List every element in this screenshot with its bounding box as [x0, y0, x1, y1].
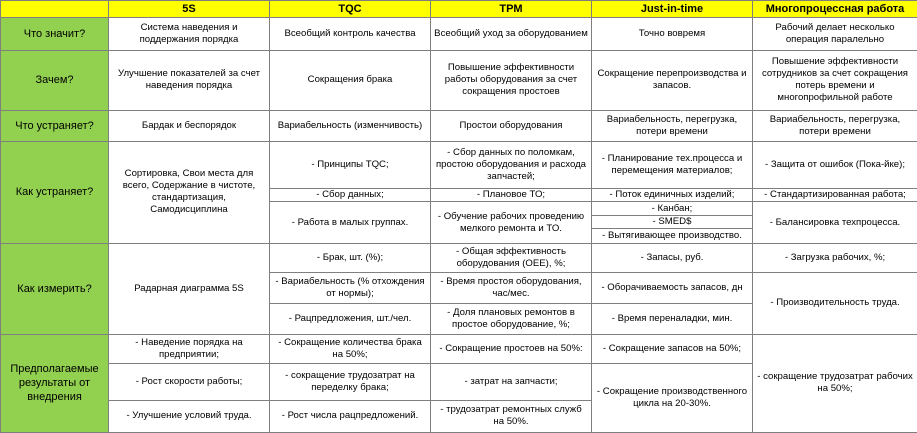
cell-multiprocess-item: - Защита от ошибок (Пока-йке);: [753, 141, 917, 189]
row-how-measure: [1, 243, 917, 272]
cell-jit-item: - Вытягивающее производство.: [592, 229, 753, 243]
row-how-eliminates: [1, 141, 917, 189]
cell-tqc-item: - Рацпредложения, шт./чел.: [270, 303, 431, 334]
cell-jit-item: - Планирование тех.процесса и перемещения материалов;: [592, 141, 753, 189]
cell-tqc-item: - Сбор данных;: [270, 189, 431, 202]
cell-tpm-item: - Плановое ТО;: [431, 189, 592, 202]
cell-tqc: Вариабельность (изменчивость): [270, 110, 431, 141]
cell-tqc-item: - Сокращение количества брака на 50%;: [270, 334, 431, 363]
row-why: [1, 50, 917, 110]
row-label: Что значит?: [1, 17, 109, 50]
cell-multiprocess: Вариабельность, перегрузка, потери времени: [753, 110, 917, 141]
cell-5s: Улучшение показателей за счет наведения порядка: [109, 50, 270, 110]
header-5s: 5S: [109, 1, 270, 18]
cell-5s: Сортировка, Свои места для всего, Содержание в чистоте, стандартизация, Самодисциплина: [109, 141, 270, 243]
cell-jit-item: - SMED$: [592, 215, 753, 228]
row-label: Как измерить?: [1, 243, 109, 334]
cell-tpm-item: - Сокращение простоев на 50%:: [431, 334, 592, 363]
cell-jit-item: - Время переналадки, мин.: [592, 303, 753, 334]
cell-tqc-item: - Брак, шт. (%);: [270, 243, 431, 272]
cell-multiprocess: Рабочий делает несколько операция паралельно: [753, 17, 917, 50]
cell-jit-item: - Сокращение производственного цикла на 20-30%.: [592, 363, 753, 432]
cell-multiprocess-item: - Стандартизированная работа;: [753, 189, 917, 202]
header-corner: [1, 1, 109, 18]
cell-multiprocess-item: - Производительность труда.: [753, 272, 917, 334]
cell-jit-item: - Запасы, руб.: [592, 243, 753, 272]
cell-5s-item: - Улучшение условий труда.: [109, 400, 270, 432]
cell-tqc-item: - Принципы TQC;: [270, 141, 431, 189]
cell-tqc-item: - Рост числа рацпредложений.: [270, 400, 431, 432]
row-what-means: [1, 17, 917, 50]
cell-multiprocess: Повышение эффективности сотрудников за счет сокращения потерь времени и многопрофильной работе: [753, 50, 917, 110]
header-jit: Just-in-time: [592, 1, 753, 18]
row-label: Что устраняет?: [1, 110, 109, 141]
cell-tpm: Всеобщий уход за оборудованием: [431, 17, 592, 50]
cell-5s: Бардак и беспорядок: [109, 110, 270, 141]
cell-tpm-item: - Время простоя оборудования, час/мес.: [431, 272, 592, 303]
cell-jit: Вариабельность, перегрузка, потери времени: [592, 110, 753, 141]
cell-jit-item: - Поток единичных изделий;: [592, 189, 753, 202]
cell-tqc-item: - Вариабельность (% отхождения от нормы);: [270, 272, 431, 303]
cell-multiprocess-item: - Загрузка рабочих, %;: [753, 243, 917, 272]
cell-tpm: Простои оборудования: [431, 110, 592, 141]
cell-tpm-item: - Общая эффективность оборудования (OEE), %;: [431, 243, 592, 272]
row-eliminates: [1, 110, 917, 141]
cell-5s: Система наведения и поддержания порядка: [109, 17, 270, 50]
cell-jit-item: - Сокращение запасов на 50%;: [592, 334, 753, 363]
cell-tpm-item: - Обучение рабочих проведению мелкого ремонта и ТО.: [431, 202, 592, 243]
row-label: Предполагаемые результаты от внедрения: [1, 334, 109, 432]
header-tpm: TPM: [431, 1, 592, 18]
header-row: [1, 1, 917, 18]
cell-tqc: Всеобщий контроль качества: [270, 17, 431, 50]
cell-5s-item: - Наведение порядка на предприятии;: [109, 334, 270, 363]
cell-tqc: Сокращения брака: [270, 50, 431, 110]
cell-tpm-item: - Доля плановых ремонтов в простое оборудование, %;: [431, 303, 592, 334]
cell-jit: Сокращение перепроизводства и запасов.: [592, 50, 753, 110]
cell-multiprocess: - сокращение трудозатрат рабочих на 50%;: [753, 334, 917, 432]
cell-tqc-item: - сокращение трудозатрат на переделку брака;: [270, 363, 431, 400]
row-label: Как устраняет?: [1, 141, 109, 243]
cell-multiprocess-item: - Балансировка техпроцесса.: [753, 202, 917, 243]
header-multiprocess: Многопроцессная работа: [753, 1, 917, 18]
row-label: Зачем?: [1, 50, 109, 110]
header-tqc: TQC: [270, 1, 431, 18]
cell-tpm-item: - трудозатрат ремонтных служб на 50%.: [431, 400, 592, 432]
cell-5s-item: - Рост скорости работы;: [109, 363, 270, 400]
cell-jit: Точно вовремя: [592, 17, 753, 50]
row-expected-results: [1, 334, 917, 363]
cell-tpm: Повышение эффективности работы оборудования за счет сокращения простоев: [431, 50, 592, 110]
cell-jit-item: - Оборачиваемость запасов, дн: [592, 272, 753, 303]
cell-5s: Радарная диаграмма 5S: [109, 243, 270, 334]
cell-tpm-item: - Сбор данных по поломкам, простою оборудования и расхода запчастей;: [431, 141, 592, 189]
cell-tqc-item: - Работа в малых группах.: [270, 202, 431, 243]
cell-jit-item: - Канбан;: [592, 202, 753, 215]
cell-tpm-item: - затрат на запчасти;: [431, 363, 592, 400]
